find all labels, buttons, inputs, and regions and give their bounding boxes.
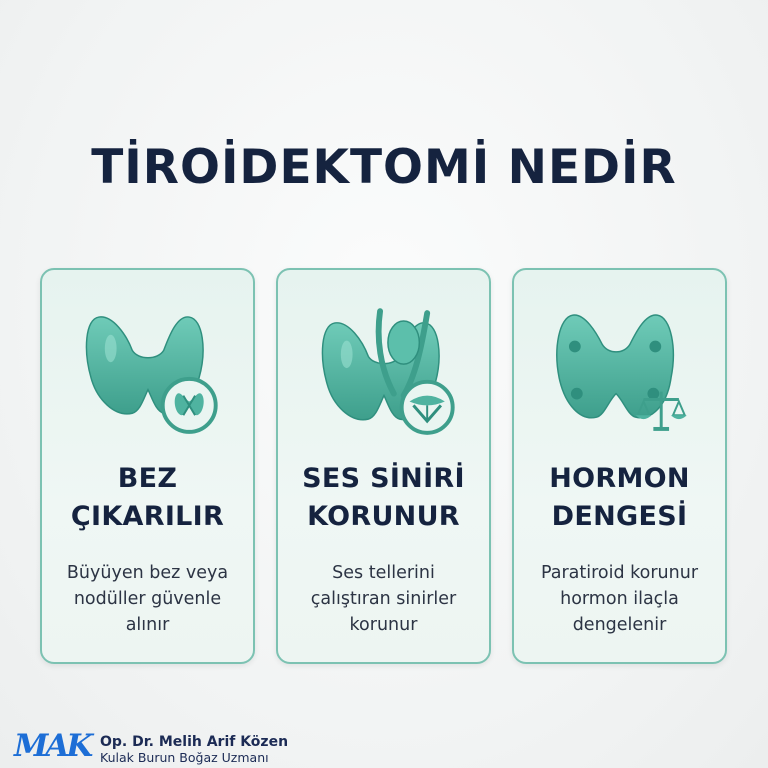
doctor-name: Op. Dr. Melih Arif Közen	[100, 734, 289, 750]
card-bez-cikarilir	[40, 268, 255, 664]
card-ses-siniri-korunur	[276, 268, 491, 664]
card-heading: BEZ ÇIKARILIR	[70, 463, 225, 532]
thyroid-with-removal-badge-icon	[42, 298, 253, 448]
card-description: Ses tellerini çalıştıran sinirler korunur	[310, 563, 457, 635]
thyroid-with-balance-scale-icon	[514, 298, 725, 448]
card-heading: SES SİNİRİ KORUNUR	[302, 463, 465, 532]
card-description: Büyüyen bez veya nodüller güvenle alınır	[66, 563, 229, 635]
doctor-specialty: Kulak Burun Boğaz Uzmanı	[100, 750, 269, 765]
page-title: TİROİDEKTOMİ NEDİR	[91, 140, 677, 195]
thyroid-with-vocal-nerve-icon	[278, 298, 489, 448]
card-description: Paratiroid korunur hormon ilaçla dengelenir	[540, 563, 699, 635]
brand-logo: MAK	[14, 728, 91, 764]
card-heading: HORMON DENGESİ	[549, 463, 690, 532]
card-hormon-dengesi	[512, 268, 727, 664]
